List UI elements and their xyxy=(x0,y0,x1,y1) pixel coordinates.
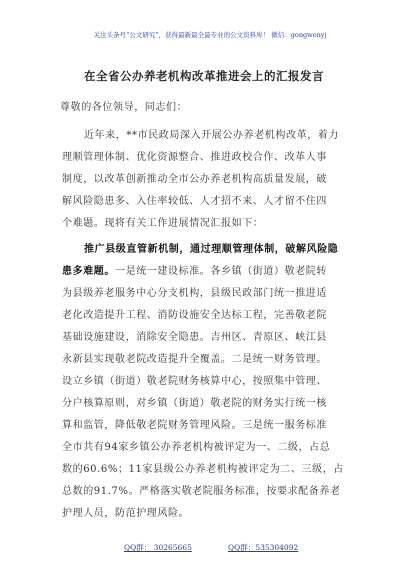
footer-qq-group-1[interactable]: QQ群： 30265665 xyxy=(124,543,192,552)
paragraph-text: 一是统一建设标准。各乡镇（街道）敬老院转 xyxy=(115,266,327,277)
paragraph-line xyxy=(62,262,362,277)
paragraph-line: 个难题。现将有关工作进展情况汇报如下： xyxy=(62,218,264,229)
document-title: 在全省公办养老机构改革推进会上的汇报发言 xyxy=(84,69,324,83)
paragraph-line: 数的60.6%；11家县级公办养老机构被评定为二、三级，占 xyxy=(62,464,344,475)
header-banner: 关注头条号“公文研究”，获得最新最全最专业的公文资料库！ 微信：gongwenyj xyxy=(93,31,327,39)
paragraph-line: 基础设施建设，消除安全隐患。吉州区、青原区、峡江县 xyxy=(62,332,327,343)
paragraph-line: 分户核算原则，对乡镇（街道）敬老院的财务实行统一核 xyxy=(62,398,327,409)
section-heading-bold: 患多难题。 xyxy=(62,266,115,277)
salutation: 尊敬的各位领导，同志们： xyxy=(60,102,188,113)
paragraph-line: 算和监管，降低敬老院财务管理风险。三是统一服务标准 xyxy=(62,420,327,431)
paragraph-line: 制度，以改革创新推动全市公办养老机构高质量发展，破 xyxy=(62,174,327,185)
paragraph-line: 老化改造提升工程、消防设施安全达标工程，完善敬老院 xyxy=(62,310,327,321)
paragraph-line: 永新县实现敬老院改造提升全覆盖。二是统一财务管理。 xyxy=(62,354,327,365)
section-heading-line xyxy=(84,240,384,255)
paragraph-line: 理顺管理体制、优化资源整合、推进政校合作、改革人事 xyxy=(62,152,327,163)
paragraph-line: 护理人员，防范护理风险。 xyxy=(62,508,190,519)
paragraph-line: 总数的91.7%。严格落实敬老院服务标准，按要求配备养老 xyxy=(62,486,341,497)
paragraph-line: 全市共有94家乡镇公办养老机构被评定为一、二级，占总 xyxy=(62,442,331,453)
paragraph-line: 设立乡镇（街道）敬老院财务核算中心，按照集中管理、 xyxy=(62,376,327,387)
paragraph-line: 近年来，**市民政局深入开展公办养老机构改革，着力 xyxy=(84,130,339,141)
paragraph-line: 为县级养老服务中心分支机构，县级民政部门统一推进适 xyxy=(62,288,327,299)
section-heading-bold: 推广县级直管新机制，通过理顺管理体制，破解风险隐 xyxy=(84,244,339,255)
paragraph-line: 解风险隐患多、入住率较低、人才招不来、人才留不住四 xyxy=(62,196,327,207)
footer-qq-group-2[interactable]: QQ群：535304092 xyxy=(228,543,299,552)
